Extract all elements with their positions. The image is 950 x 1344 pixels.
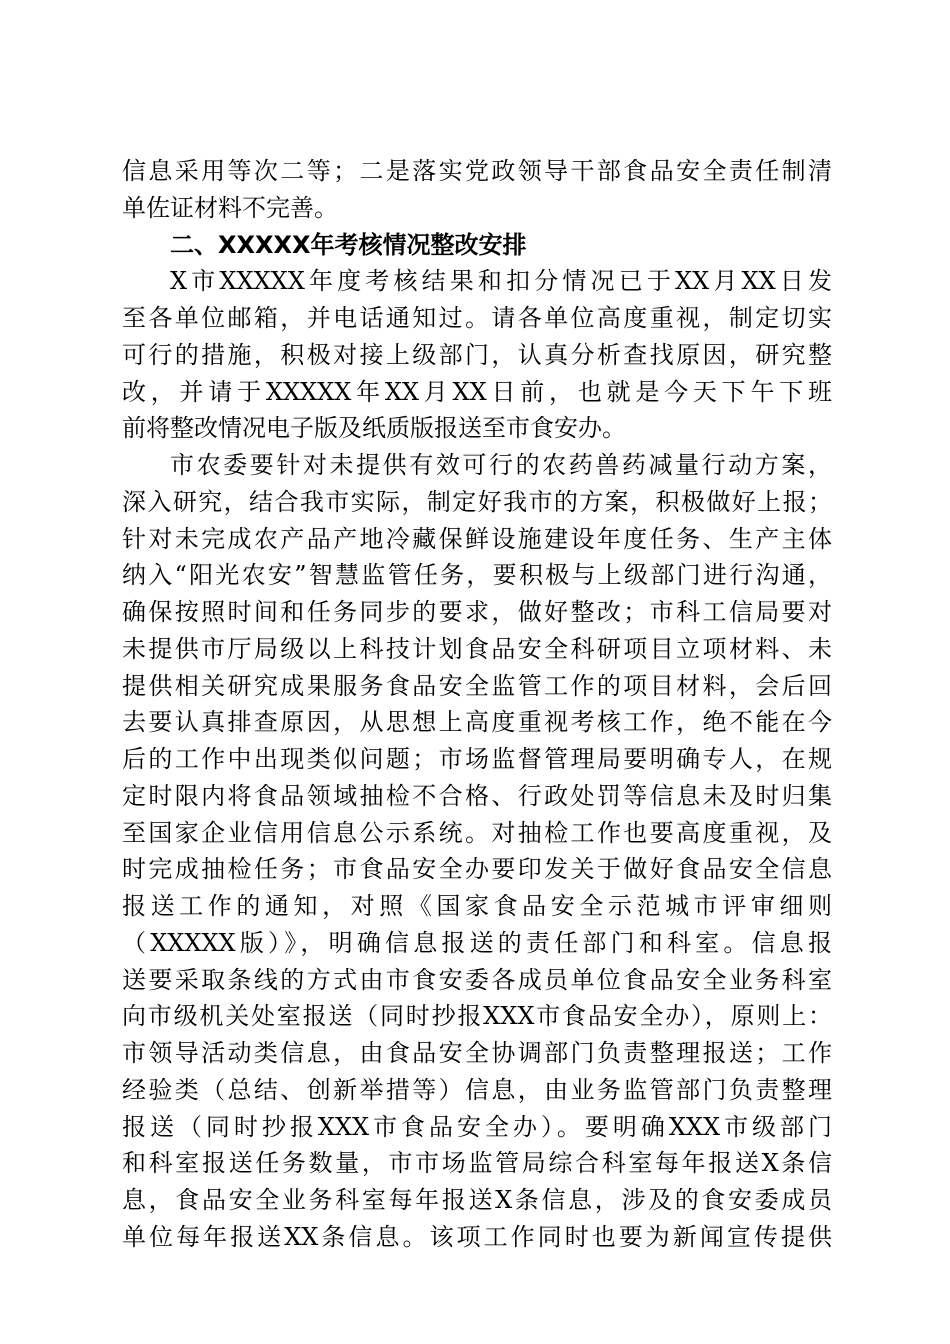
text-line: 单位每年报送XX条信息。该项工作同时也要为新闻宣传提供 xyxy=(122,1222,832,1251)
text-line: 去要认真排查原因，从思想上高度重视考核工作，绝不能在今 xyxy=(122,708,832,737)
text-line: 深入研究，结合我市实际，制定好我市的方案，积极做好上报； xyxy=(122,487,832,516)
document-body xyxy=(122,153,832,1256)
text-line: 前将整改情况电子版及纸质版报送至市食安办。 xyxy=(122,414,626,443)
text-line: 市领导活动类信息，由食品安全协调部门负责整理报送；工作 xyxy=(122,1039,832,1067)
text-line: 时完成抽检任务；市食品安全办要印发关于做好食品安全信息 xyxy=(122,855,832,884)
text-line: 市农委要针对未提供有效可行的农药兽药减量行动方案， xyxy=(170,451,832,479)
text-line: 报送（同时抄报XXX市食品安全办）。要明确XXX市级部门 xyxy=(122,1112,832,1141)
text-line: 经验类（总结、创新举措等）信息，由业务监管部门负责整理 xyxy=(122,1075,832,1104)
text-line: 息，食品安全业务科室每年报送X条信息，涉及的食安委成员 xyxy=(122,1186,832,1214)
text-line: 单佐证材料不完善。 xyxy=(122,193,338,222)
text-line: 未提供市厅局级以上科技计划食品安全科研项目立项材料、未 xyxy=(122,634,832,663)
text-line: 针对未完成农产品产地冷藏保鲜设施建设年度任务、生产主体 xyxy=(122,524,832,553)
text-line: 定时限内将食品领域抽检不合格、行政处罚等信息未及时归集 xyxy=(122,781,832,810)
text-line: 确保按照时间和任务同步的要求，做好整改；市科工信局要对 xyxy=(122,598,832,626)
text-line: 报送工作的通知，对照《国家食品安全示范城市评审细则 xyxy=(122,892,832,920)
text-line: 向市级机关处室报送（同时抄报XXX市食品安全办），原则上： xyxy=(122,1002,832,1031)
section-heading: 二、XXXXX年考核情况整改安排 xyxy=(170,230,527,259)
text-line: 可行的措施，积极对接上级部门，认真分析查找原因，研究整 xyxy=(122,340,832,369)
text-line: 至各单位邮箱，并电话通知过。请各单位高度重视，制定切实 xyxy=(122,304,832,332)
text-line: 提供相关研究成果服务食品安全监管工作的项目材料，会后回 xyxy=(122,671,832,700)
text-line: 信息采用等次二等；二是落实党政领导干部食品安全责任制清 xyxy=(122,157,832,185)
text-line: 送要采取条线的方式由市食安委各成员单位食品安全业务科室 xyxy=(122,965,832,994)
text-line: （XXXXX版）》，明确信息报送的责任部门和科室。信息报 xyxy=(122,928,832,957)
text-line: X市XXXXX年度考核结果和扣分情况已于XX月XX日发 xyxy=(170,267,832,296)
text-line: 和科室报送任务数量，市市场监管局综合科室每年报送X条信 xyxy=(122,1149,832,1178)
text-line: 纳入“阳光农安”智慧监管任务，要积极与上级部门进行沟通， xyxy=(122,561,832,590)
text-line: 至国家企业信用信息公示系统。对抽检工作也要高度重视，及 xyxy=(122,818,832,847)
text-line: 后的工作中出现类似问题；市场监督管理局要明确专人，在规 xyxy=(122,745,832,773)
text-line: 改，并请于XXXXX年XX月XX日前，也就是今天下午下班 xyxy=(122,377,832,406)
